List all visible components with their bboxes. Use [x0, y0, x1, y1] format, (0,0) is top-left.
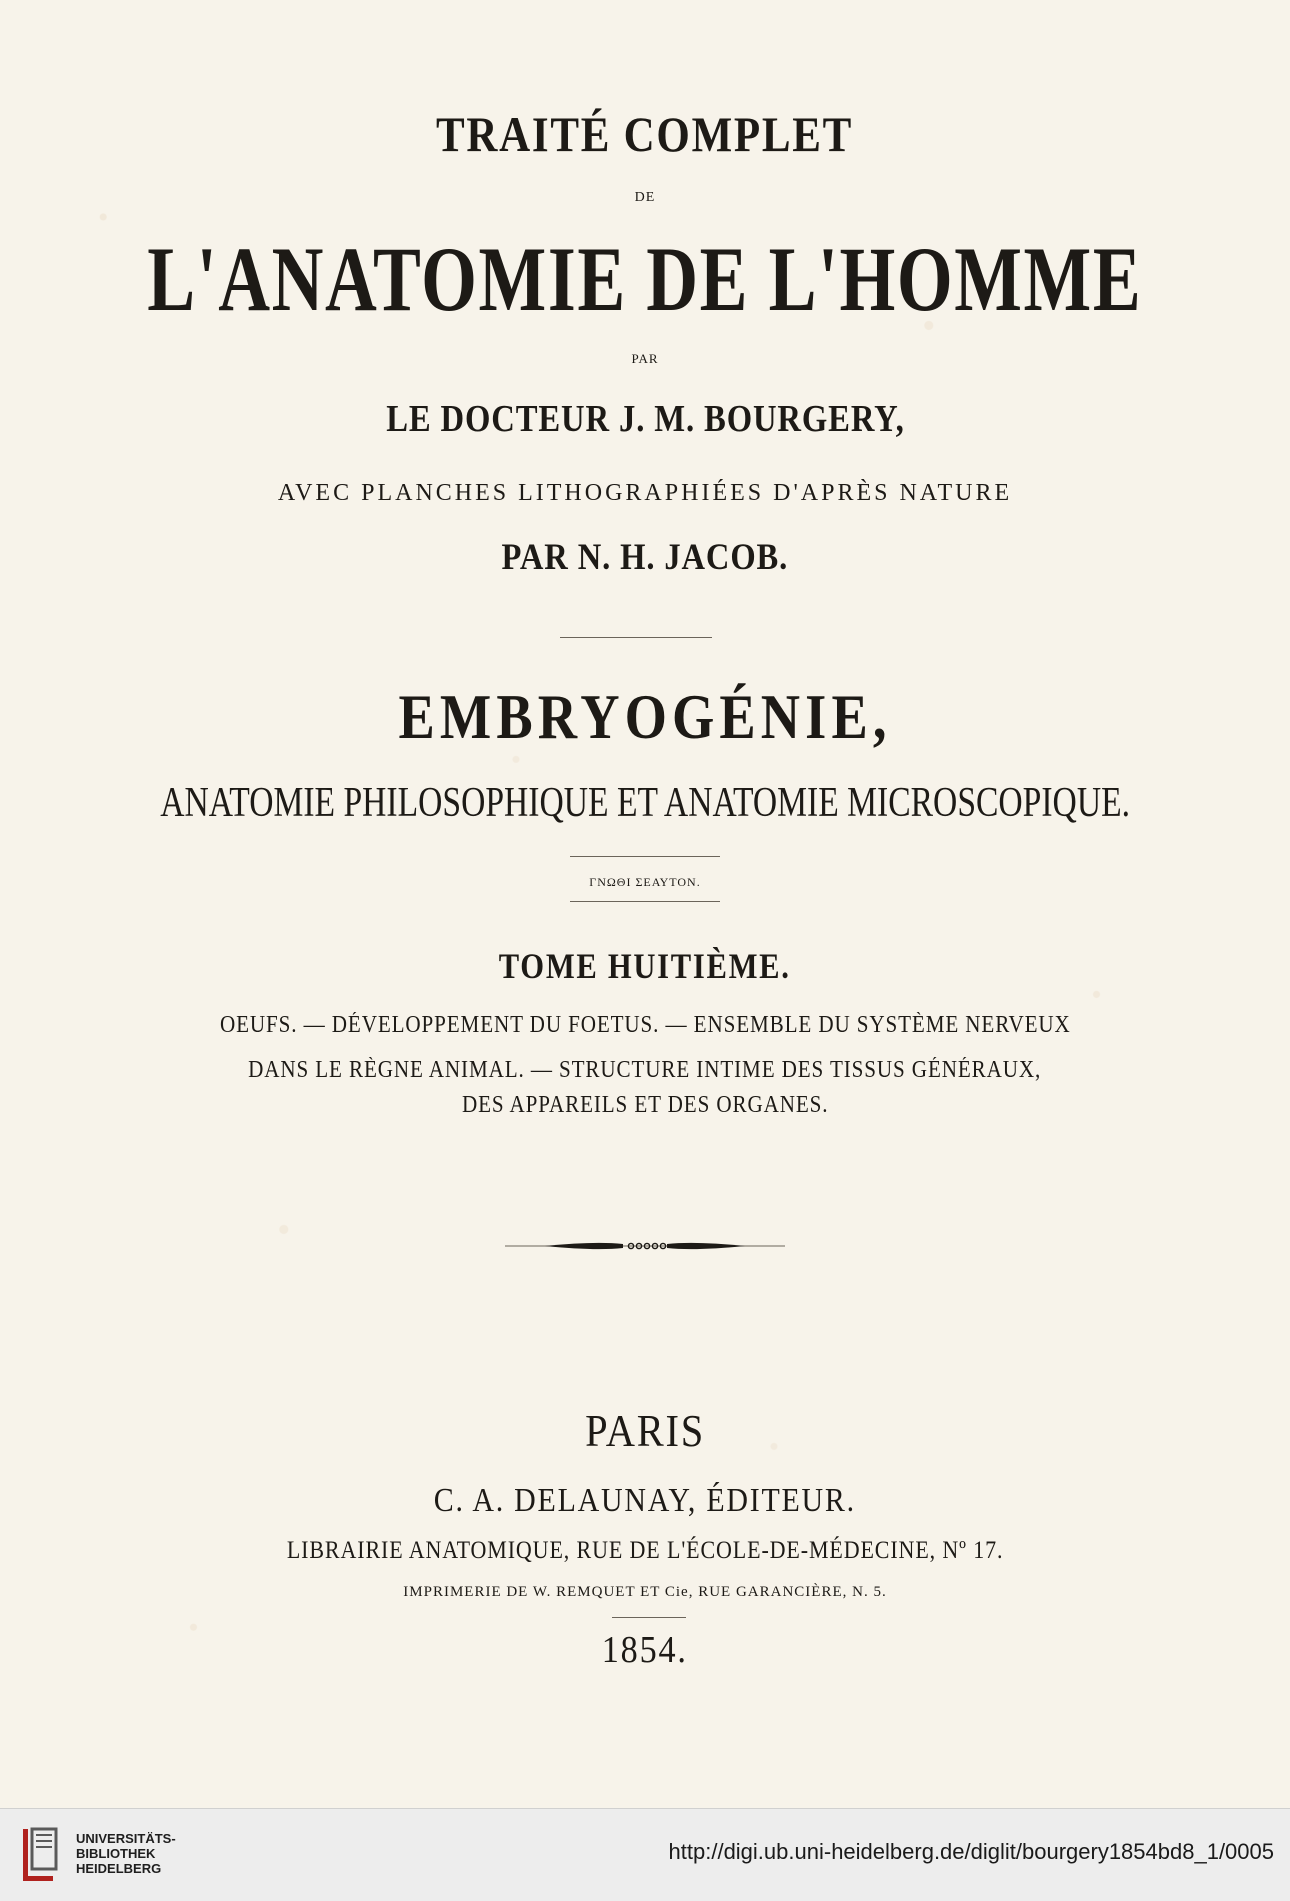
- author-line: LE DOCTEUR J. M. BOURGERY,: [385, 398, 905, 440]
- title-line-1: TRAITÉ COMPLET: [436, 106, 854, 162]
- illustrator-line: PAR N. H. JACOB.: [501, 537, 789, 578]
- greek-motto: ΓΝΩΘΙ ΣΕΑΥΤΟΝ.: [589, 875, 701, 889]
- main-title: L'ANATOMIE DE L'HOMME: [147, 228, 1143, 330]
- volume-line: TOME HUITIÈME.: [499, 946, 791, 986]
- viewer-footer: [0, 1808, 1290, 1901]
- title-line-2: DE: [634, 190, 656, 205]
- motto-rule-bottom: [570, 901, 720, 902]
- library-name: [76, 1831, 176, 1876]
- contents-line-2: DANS LE RÈGNE ANIMAL. — STRUCTURE INTIME DES TISSUS GÉNÉRAUX,: [248, 1057, 1042, 1083]
- year-rule: [612, 1617, 686, 1618]
- par-line: PAR: [631, 351, 659, 366]
- plates-line: AVEC PLANCHES LITHOGRAPHIÉES D'APRÈS NATURE: [277, 480, 1013, 506]
- divider-rule: [560, 637, 712, 638]
- library-name-line-1: UNIVERSITÄTS-: [76, 1831, 176, 1846]
- contents-line-1: OEUFS. — DÉVELOPPEMENT DU FOETUS. — ENSEMBLE DU SYSTÈME NERVEUX: [219, 1012, 1071, 1038]
- subject-title: EMBRYOGÉNIE,: [398, 681, 892, 752]
- ornament-divider: [505, 1236, 785, 1256]
- imprint-year: 1854.: [602, 1629, 688, 1671]
- library-logo-icon: [20, 1823, 64, 1887]
- library-name-line-2: BIBLIOTHEK: [76, 1846, 156, 1861]
- library-name-line-3: HEIDELBERG: [76, 1861, 162, 1876]
- subject-subtitle: ANATOMIE PHILOSOPHIQUE ET ANATOMIE MICROSCOPIQUE.: [160, 780, 1130, 826]
- imprint-printer: IMPRIMERIE DE W. REMQUET ET Cie, RUE GARANCIÈRE, N. 5.: [403, 1584, 887, 1600]
- imprint-publisher: C. A. DELAUNAY, ÉDITEUR.: [433, 1482, 857, 1519]
- imprint-city: PARIS: [585, 1405, 705, 1456]
- motto-rule-top: [570, 856, 720, 857]
- permalink-url[interactable]: http://digi.ub.uni-heidelberg.de/diglit/bourgery1854bd8_1/0005: [668, 1839, 1274, 1864]
- imprint-address: LIBRAIRIE ANATOMIQUE, RUE DE L'ÉCOLE-DE-MÉDECINE, Nº 17.: [286, 1537, 1004, 1564]
- contents-line-3: DES APPAREILS ET DES ORGANES.: [461, 1092, 829, 1118]
